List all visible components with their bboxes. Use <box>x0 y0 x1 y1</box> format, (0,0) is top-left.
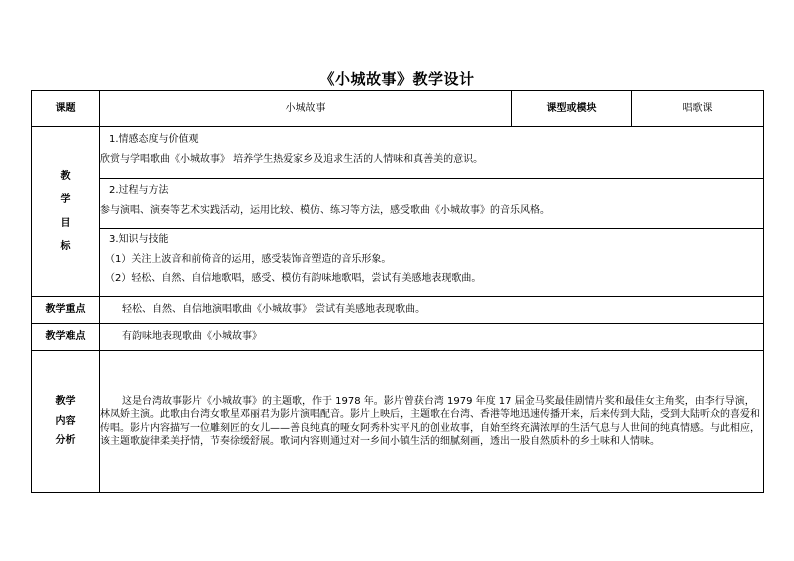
key-point-label: 教学重点 <box>32 297 100 324</box>
analysis-label <box>32 395 99 448</box>
header-row <box>32 91 764 127</box>
difficulty-row <box>32 324 764 351</box>
topic-value: 小城故事 <box>100 91 512 127</box>
document-title: 《小城故事》教学设计 <box>319 70 475 88</box>
objective-heading: 2.过程与方法 <box>109 185 169 196</box>
analysis-label-line: 分析 <box>55 435 76 447</box>
objective-item: （2）轻松、自然、自信地歌唱，感受、模仿有韵味地歌唱，尝试有美感地表现歌曲。 <box>105 273 482 285</box>
type-value: 唱歌课 <box>632 91 764 127</box>
objective-row-2 <box>32 179 764 229</box>
key-point-row <box>32 297 764 324</box>
lesson-plan-table <box>31 90 764 493</box>
topic-label: 课题 <box>32 91 100 127</box>
objective-heading: 1.情感态度与价值观 <box>109 134 199 145</box>
analysis-row <box>32 351 764 493</box>
objective-heading: 3.知识与技能 <box>109 234 169 246</box>
analysis-label-line: 内容 <box>55 415 76 427</box>
analysis-label-cell <box>32 351 100 493</box>
difficulty-text: 有韵味地表现歌曲《小城故事》 <box>100 324 764 351</box>
objective-section-2 <box>100 179 764 229</box>
objectives-label-char: 教 <box>60 170 71 182</box>
type-label: 课型或模块 <box>512 91 632 127</box>
objective-section-1 <box>100 127 764 179</box>
objectives-label-char: 标 <box>60 241 71 252</box>
objective-text: 参与演唱、演奏等艺术实践活动，运用比较、模仿、练习等方法，感受歌曲《小城故事》的音乐风格。 <box>100 204 550 216</box>
key-point-text: 轻松、自然、自信地演唱歌曲《小城故事》 尝试有美感地表现歌曲。 <box>100 297 764 324</box>
analysis-text: 这是台湾故事影片《小城故事》的主题歌，作于 1978 年。影片曾获台湾 1979 年度 17 届金马奖最佳剧情片奖和最佳女主角奖，由李行导演，林凤娇主演。此歌由台湾女歌星邓丽君为影片演唱配音。影片上映后，主题歌在台湾、香港等地迅速传播开来，后来传到大陆，受到大陆听众的喜爱和传唱。影片内容描写一位雕刻匠的女儿——善良纯真的哑女阿秀朴实平凡的创业故事，自始至终充满浓厚的生活气息与人世间的纯真情感。与此相应，该主题歌旋律柔美抒情，节奏徐缓舒展。歌词内容则通过对一乡间小镇生活的细腻刻画，透出一股自然质朴的乡土味和人情味。 <box>100 351 764 493</box>
objectives-label-char: 学 <box>60 194 71 205</box>
objective-row-3 <box>32 229 764 297</box>
objectives-label-cell <box>32 127 100 297</box>
objective-item: （1）关注上波音和前倚音的运用，感受装饰音塑造的音乐形象。 <box>105 253 392 265</box>
objective-section-3 <box>100 229 764 297</box>
objective-row-1 <box>32 127 764 179</box>
analysis-label-line: 教学 <box>55 396 76 408</box>
objectives-label <box>32 170 99 254</box>
objectives-label-char: 目 <box>60 217 71 229</box>
difficulty-label: 教学难点 <box>32 324 100 351</box>
objective-text: 欣赏与学唱歌曲《小城故事》 培养学生热爱家乡及追求生活的人情味和真善美的意识。 <box>100 153 484 165</box>
